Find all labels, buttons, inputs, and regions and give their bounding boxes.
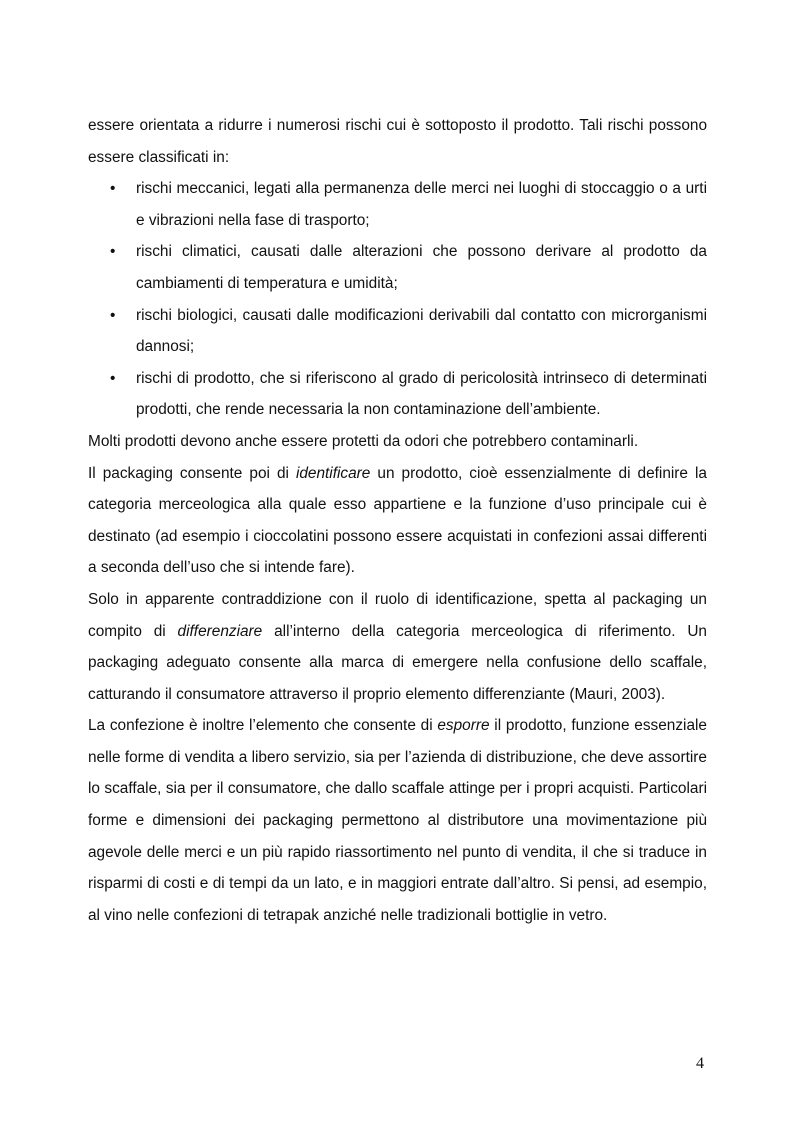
list-item-text: rischi di prodotto, che si riferiscono al grado di pericolosità intrinseco di determinati prodotti, che rende necessaria la non contaminazione dell’ambiente. — [136, 369, 707, 419]
list-item-text: rischi meccanici, legati alla permanenza delle merci nei luoghi di stoccaggio o a urti e vibrazioni nella fase di trasporto; — [136, 180, 707, 229]
intro-paragraph: essere orientata a ridurre i numerosi rischi cui è sottoposto il prodotto. Tali rischi possono essere classificati in: — [88, 117, 707, 166]
paragraph-identificare — [88, 458, 707, 584]
paragraph-esporre — [88, 710, 707, 931]
emphasis-text: identificare — [295, 464, 371, 482]
paragraph-text: un prodotto, cioè essenzialmente di definire la categoria merceologica alla quale esso appartiene e la funzione d’uso principale cui è destinato (ad esempio i cioccolatini possono essere acquistati in confezioni assai differenti a seconda dell’uso che si intende fare). — [88, 464, 707, 577]
bullet-icon: • — [110, 180, 116, 198]
page-number: 4 — [696, 1055, 704, 1072]
paragraph-text: Il packaging consente poi di — [88, 464, 296, 482]
paragraph-differenziare — [88, 584, 707, 710]
bullet-icon: • — [110, 369, 116, 387]
paragraph-text: all’interno della categoria merceologica di riferimento. Un packaging adeguato consente alla marca di emergere nella confusione dello scaffale, catturando il consumatore attraverso il proprio elemento differenziante (Mauri, 2003). — [88, 622, 707, 703]
bullet-icon: • — [110, 306, 116, 324]
paragraph-text: La confezione è inoltre l’elemento che consente di — [88, 717, 438, 735]
paragraph-odori: Molti prodotti devono anche essere protetti da odori che potrebbero contaminarli. — [88, 432, 639, 450]
paragraph-text: Solo in apparente contraddizione con il ruolo di identificazione, spetta al packaging un compito di — [88, 590, 707, 640]
list-item-rischi-biologici — [88, 300, 707, 363]
list-item-rischi-meccanici — [88, 173, 707, 236]
list-item-text: rischi climatici, causati dalle alterazioni che possono derivare al prodotto da cambiamenti di temperatura e umidità; — [136, 243, 707, 292]
body-text — [88, 110, 707, 931]
emphasis-text: differenziare — [177, 622, 263, 640]
bullet-icon: • — [110, 243, 116, 261]
list-item-text: rischi biologici, causati dalle modificazioni derivabili dal contatto con microrganismi dannosi; — [136, 306, 707, 356]
paragraph-text: il prodotto, funzione essenziale nelle forme di vendita a libero servizio, sia per l’azienda di distribuzione, che deve assortire lo scaffale, sia per il consumatore, che dallo scaffale attinge per i propri acquisti. Particolari forme e dimensioni dei packaging permettono al distributore una movimentazione più agevole delle merci e un più rapido riassortimento nel punto di vendita, il che si traduce in risparmi di costi e di tempi da un lato, e in maggiori entrate dall’altro. Si pensi, ad esempio, al vino nelle confezioni di tetrapak anziché nelle tradizionali bottiglie in vetro. — [88, 717, 707, 924]
list-item-rischi-climatici — [88, 236, 707, 299]
risk-list — [88, 173, 707, 426]
emphasis-text: esporre — [437, 717, 490, 735]
list-item-rischi-di-prodotto — [88, 363, 707, 426]
